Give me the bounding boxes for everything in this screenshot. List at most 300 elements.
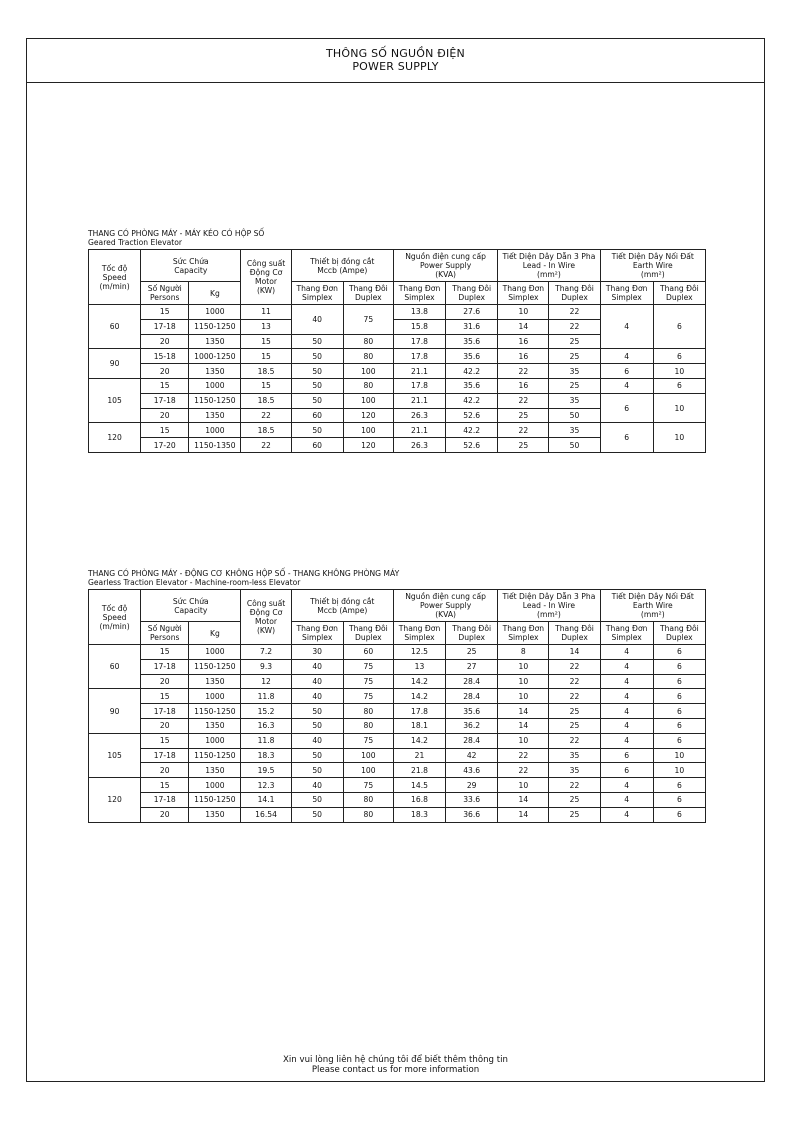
motor-cell: 16.54 [241, 807, 291, 822]
mccb-d-cell: 100 [343, 763, 393, 778]
geared-section [88, 229, 708, 453]
kg-cell: 1000-1250 [189, 349, 241, 364]
mccb-s-cell: 50 [291, 393, 343, 408]
table-row [89, 393, 706, 408]
simplex-label-vi: Thang Đơn [502, 284, 545, 293]
kva-d-cell: 28.4 [446, 733, 498, 748]
wire-s-cell: 8 [498, 645, 549, 660]
mccb-d-cell: 60 [343, 645, 393, 660]
table-row [89, 748, 706, 763]
speed-cell: 120 [89, 778, 141, 822]
simplex-label-vi: Thang Đơn [398, 624, 441, 633]
wire-d-cell: 25 [549, 334, 600, 349]
persons-cell: 15 [141, 733, 189, 748]
motor-cell: 14.1 [241, 792, 291, 807]
kg-cell: 1000 [189, 423, 241, 438]
wire-s-cell: 16 [498, 334, 549, 349]
motor-cell: 11.8 [241, 733, 291, 748]
wire-label-unit: (mm²) [537, 270, 561, 279]
mccb-s-cell: 50 [291, 704, 343, 719]
kg-cell: 1350 [189, 334, 241, 349]
duplex-header [549, 622, 600, 645]
duplex-label-vi: Thang Đôi [348, 284, 388, 293]
table-row [89, 778, 706, 793]
earth-label-unit: (mm²) [640, 270, 665, 279]
wire-d-cell: 25 [549, 704, 600, 719]
simplex-header [498, 282, 549, 305]
duplex-label-en: Duplex [666, 293, 693, 302]
mccb-d-cell: 80 [343, 718, 393, 733]
kva-d-cell: 42.2 [446, 423, 498, 438]
speed-header [89, 250, 141, 305]
mccb-label-vi: Thiết bị đóng cắt [310, 596, 375, 606]
persons-cell: 17-18 [141, 704, 189, 719]
duplex-label-en: Duplex [561, 293, 588, 302]
motor-cell: 16.3 [241, 718, 291, 733]
wire-s-cell: 25 [498, 408, 549, 423]
kva-label-en: Power Supply [419, 261, 472, 270]
kg-cell: 1150-1250 [189, 393, 241, 408]
kva-d-cell: 42 [446, 748, 498, 763]
earth-d-cell: 10 [653, 364, 705, 379]
simplex-header [291, 622, 343, 645]
persons-cell: 20 [141, 334, 189, 349]
wire-header [498, 590, 600, 622]
persons-cell: 17-20 [141, 438, 189, 453]
duplex-header [343, 622, 393, 645]
wire-d-cell: 25 [549, 718, 600, 733]
kg-cell: 1150-1250 [189, 704, 241, 719]
kg-cell: 1150-1350 [189, 438, 241, 453]
wire-s-cell: 16 [498, 378, 549, 393]
spec-table [88, 589, 706, 823]
kva-d-cell: 36.2 [446, 718, 498, 733]
kg-cell: 1000 [189, 305, 241, 320]
earth-s-cell: 4 [600, 807, 653, 822]
earth-d-cell: 10 [653, 423, 705, 453]
speed-cell: 90 [89, 689, 141, 733]
table-row [89, 718, 706, 733]
kva-s-cell: 14.2 [393, 674, 445, 689]
speed-cell: 120 [89, 423, 141, 453]
capacity-label-vi: Sức Chứa [172, 596, 209, 606]
earth-d-cell: 6 [653, 778, 705, 793]
wire-s-cell: 22 [498, 393, 549, 408]
earth-s-cell: 4 [600, 349, 653, 364]
persons-cell: 17-18 [141, 319, 189, 334]
wire-label-unit: (mm²) [537, 610, 561, 619]
kg-cell: 1150-1250 [189, 748, 241, 763]
wire-d-cell: 22 [549, 689, 600, 704]
simplex-header [393, 282, 445, 305]
kva-label-vi: Nguồn điện cung cấp [405, 252, 486, 261]
persons-label-vi: Số Người [147, 284, 182, 293]
persons-cell: 17-18 [141, 748, 189, 763]
duplex-label-en: Duplex [561, 633, 588, 642]
mccb-d-cell: 100 [343, 423, 393, 438]
motor-cell: 13 [241, 319, 291, 334]
kg-cell: 1000 [189, 645, 241, 660]
header-row [89, 250, 706, 282]
earth-s-cell: 6 [600, 393, 653, 423]
kva-label-vi: Nguồn điện cung cấp [405, 592, 486, 601]
duplex-header [446, 622, 498, 645]
wire-s-cell: 10 [498, 778, 549, 793]
mccb-s-cell: 40 [291, 778, 343, 793]
mccb-d-cell: 120 [343, 438, 393, 453]
kva-header [393, 590, 497, 622]
earth-d-cell: 6 [653, 704, 705, 719]
kva-d-cell: 52.6 [446, 408, 498, 423]
motor-cell: 15 [241, 349, 291, 364]
speed-label-en: Speed [102, 612, 127, 622]
wire-label-vi: Tiết Diện Dây Dẫn 3 Pha [502, 592, 596, 601]
table-row [89, 792, 706, 807]
kg-cell: 1150-1250 [189, 659, 241, 674]
persons-label-en: Persons [149, 633, 180, 642]
earth-d-cell: 10 [653, 748, 705, 763]
simplex-label-en: Simplex [611, 633, 642, 642]
kva-label-unit: (KVA) [435, 610, 456, 619]
duplex-header [653, 622, 705, 645]
wire-s-cell: 14 [498, 704, 549, 719]
mccb-s-cell: 50 [291, 423, 343, 438]
table-row [89, 364, 706, 379]
table-row [89, 349, 706, 364]
speed-label-unit: (m/min) [99, 281, 130, 291]
mccb-s-cell: 40 [291, 733, 343, 748]
simplex-label-vi: Thang Đơn [605, 284, 648, 293]
kva-s-cell: 13 [393, 659, 445, 674]
earth-d-cell: 10 [653, 393, 705, 423]
earth-s-cell: 6 [600, 748, 653, 763]
mccb-d-cell: 80 [343, 792, 393, 807]
wire-d-cell: 25 [549, 792, 600, 807]
persons-cell: 20 [141, 763, 189, 778]
mccb-s-cell: 50 [291, 763, 343, 778]
mccb-label-en: Mccb (Ampe) [317, 265, 368, 275]
motor-header [241, 590, 291, 645]
capacity-label-en: Capacity [174, 265, 208, 275]
speed-header [89, 590, 141, 645]
mccb-d-cell: 75 [343, 305, 393, 335]
kva-d-cell: 28.4 [446, 689, 498, 704]
persons-cell: 15-18 [141, 349, 189, 364]
earth-s-cell: 4 [600, 305, 653, 349]
earth-d-cell: 6 [653, 733, 705, 748]
kva-s-cell: 21.1 [393, 393, 445, 408]
persons-label-vi: Số Người [147, 624, 182, 633]
page-title-vi: THÔNG SỐ NGUỒN ĐIỆN [326, 47, 465, 60]
speed-label-unit: (m/min) [99, 621, 130, 631]
mccb-s-cell: 50 [291, 334, 343, 349]
kva-s-cell: 14.2 [393, 733, 445, 748]
mccb-s-cell: 60 [291, 408, 343, 423]
kva-d-cell: 27 [446, 659, 498, 674]
kg-cell: 1350 [189, 718, 241, 733]
kva-label-unit: (KVA) [435, 270, 456, 279]
wire-d-cell: 14 [549, 645, 600, 660]
earth-label-en: Earth Wire [632, 601, 673, 610]
simplex-label-en: Simplex [302, 633, 333, 642]
kva-s-cell: 21.1 [393, 364, 445, 379]
wire-s-cell: 10 [498, 733, 549, 748]
speed-label-vi: Tốc độ [101, 263, 128, 273]
kva-d-cell: 35.6 [446, 378, 498, 393]
kva-d-cell: 42.2 [446, 393, 498, 408]
simplex-label-en: Simplex [611, 293, 642, 302]
page-frame [26, 38, 765, 1082]
kva-d-cell: 35.6 [446, 349, 498, 364]
mccb-d-cell: 80 [343, 378, 393, 393]
earth-s-cell: 4 [600, 778, 653, 793]
earth-d-cell: 6 [653, 349, 705, 364]
wire-d-cell: 35 [549, 423, 600, 438]
mccb-d-cell: 75 [343, 733, 393, 748]
earth-d-cell: 6 [653, 645, 705, 660]
simplex-header [600, 282, 653, 305]
capacity-label-en: Capacity [174, 605, 208, 615]
table-row [89, 733, 706, 748]
wire-d-cell: 35 [549, 364, 600, 379]
mccb-d-cell: 80 [343, 334, 393, 349]
kva-d-cell: 35.6 [446, 334, 498, 349]
mccb-d-cell: 100 [343, 393, 393, 408]
mccb-d-cell: 100 [343, 364, 393, 379]
earth-s-cell: 4 [600, 378, 653, 393]
kva-s-cell: 14.5 [393, 778, 445, 793]
table-row [89, 305, 706, 320]
mccb-s-cell: 40 [291, 689, 343, 704]
kva-s-cell: 21 [393, 748, 445, 763]
persons-cell: 17-18 [141, 393, 189, 408]
gearless-section [88, 569, 708, 823]
table-row [89, 378, 706, 393]
kva-d-cell: 33.6 [446, 792, 498, 807]
wire-d-cell: 22 [549, 305, 600, 320]
kva-s-cell: 17.8 [393, 334, 445, 349]
earth-label-vi: Tiết Diện Dây Nối Đất [611, 592, 694, 601]
speed-cell: 105 [89, 733, 141, 777]
kva-s-cell: 18.1 [393, 718, 445, 733]
earth-d-cell: 6 [653, 659, 705, 674]
wire-d-cell: 35 [549, 763, 600, 778]
earth-s-cell: 6 [600, 763, 653, 778]
motor-cell: 18.5 [241, 393, 291, 408]
duplex-label-vi: Thang Đôi [555, 624, 594, 633]
mccb-d-cell: 75 [343, 674, 393, 689]
kva-s-cell: 26.3 [393, 438, 445, 453]
motor-cell: 12.3 [241, 778, 291, 793]
table-row [89, 763, 706, 778]
kva-d-cell: 29 [446, 778, 498, 793]
mccb-s-cell: 50 [291, 364, 343, 379]
table-row [89, 645, 706, 660]
footer-note [27, 1055, 764, 1075]
simplex-header [498, 622, 549, 645]
motor-cell: 18.3 [241, 748, 291, 763]
kva-s-cell: 17.8 [393, 349, 445, 364]
motor-cell: 7.2 [241, 645, 291, 660]
mccb-s-cell: 50 [291, 378, 343, 393]
motor-label-unit: (KW) [256, 626, 276, 635]
wire-header [498, 250, 600, 282]
simplex-label-en: Simplex [404, 293, 435, 302]
table-row [89, 704, 706, 719]
mccb-header [291, 590, 393, 622]
motor-cell: 15 [241, 378, 291, 393]
simplex-label-en: Simplex [404, 633, 435, 642]
wire-label-vi: Tiết Diện Dây Dẫn 3 Pha [502, 252, 596, 261]
kg-cell: 1000 [189, 733, 241, 748]
earth-s-cell: 6 [600, 364, 653, 379]
mccb-d-cell: 75 [343, 659, 393, 674]
motor-label-en: Motor [255, 617, 277, 626]
wire-s-cell: 14 [498, 319, 549, 334]
kg-cell: 1000 [189, 378, 241, 393]
kg-cell: 1350 [189, 807, 241, 822]
simplex-header [600, 622, 653, 645]
persons-cell: 15 [141, 689, 189, 704]
duplex-label-vi: Thang Đôi [452, 284, 492, 293]
persons-cell: 15 [141, 378, 189, 393]
mccb-s-cell: 40 [291, 674, 343, 689]
duplex-header [653, 282, 705, 305]
title-bar [27, 39, 764, 83]
persons-cell: 17-18 [141, 792, 189, 807]
spec-table [88, 249, 706, 453]
simplex-label-en: Simplex [302, 293, 333, 302]
simplex-label-vi: Thang Đơn [296, 284, 338, 293]
speed-cell: 90 [89, 349, 141, 379]
simplex-header [393, 622, 445, 645]
earth-header [600, 250, 705, 282]
mccb-d-cell: 100 [343, 748, 393, 763]
motor-cell: 18.5 [241, 423, 291, 438]
kva-s-cell: 17.8 [393, 704, 445, 719]
kva-s-cell: 18.3 [393, 807, 445, 822]
wire-label-en: Lead - In Wire [522, 601, 576, 610]
duplex-label-en: Duplex [458, 633, 485, 642]
wire-s-cell: 22 [498, 423, 549, 438]
table-row [89, 423, 706, 438]
wire-s-cell: 22 [498, 748, 549, 763]
duplex-label-en: Duplex [458, 293, 485, 302]
earth-d-cell: 6 [653, 378, 705, 393]
earth-d-cell: 6 [653, 689, 705, 704]
wire-d-cell: 22 [549, 778, 600, 793]
wire-d-cell: 25 [549, 349, 600, 364]
duplex-label-en: Duplex [355, 293, 382, 302]
mccb-d-cell: 75 [343, 689, 393, 704]
duplex-label-vi: Thang Đôi [659, 624, 699, 633]
motor-cell: 15.2 [241, 704, 291, 719]
simplex-label-vi: Thang Đơn [398, 284, 441, 293]
persons-cell: 20 [141, 718, 189, 733]
wire-s-cell: 14 [498, 792, 549, 807]
wire-d-cell: 22 [549, 659, 600, 674]
kva-d-cell: 42.2 [446, 364, 498, 379]
header-row [89, 590, 706, 622]
persons-header [141, 282, 189, 305]
kva-s-cell: 15.8 [393, 319, 445, 334]
motor-cell: 11.8 [241, 689, 291, 704]
speed-cell: 105 [89, 378, 141, 422]
wire-d-cell: 22 [549, 733, 600, 748]
earth-d-cell: 6 [653, 718, 705, 733]
earth-d-cell: 6 [653, 807, 705, 822]
kva-s-cell: 16.8 [393, 792, 445, 807]
header-subrow [89, 282, 706, 305]
kg-header: Kg [189, 282, 241, 305]
section-subtitle: Geared Traction Elevator [88, 238, 182, 247]
simplex-label-vi: Thang Đơn [605, 624, 648, 633]
mccb-s-cell: 50 [291, 349, 343, 364]
duplex-label-en: Duplex [666, 633, 693, 642]
mccb-s-cell: 30 [291, 645, 343, 660]
persons-cell: 20 [141, 674, 189, 689]
kg-cell: 1150-1250 [189, 319, 241, 334]
wire-d-cell: 35 [549, 393, 600, 408]
kva-label-en: Power Supply [419, 601, 472, 610]
section-title: THANG CÓ PHÒNG MÁY - ĐỘNG CƠ KHÔNG HỘP SỐ - THANG KHÔNG PHÒNG MÁY [88, 569, 400, 578]
table-row [89, 674, 706, 689]
header-subrow [89, 622, 706, 645]
kg-cell: 1150-1250 [189, 792, 241, 807]
earth-label-unit: (mm²) [640, 610, 665, 619]
motor-cell: 22 [241, 408, 291, 423]
wire-s-cell: 10 [498, 659, 549, 674]
mccb-label-en: Mccb (Ampe) [317, 605, 368, 615]
kg-cell: 1000 [189, 689, 241, 704]
wire-s-cell: 14 [498, 718, 549, 733]
kva-d-cell: 27.6 [446, 305, 498, 320]
footer-line-vi: Xin vui lòng liên hệ chúng tôi để biết thêm thông tin [283, 1055, 508, 1065]
mccb-s-cell: 50 [291, 807, 343, 822]
kva-d-cell: 31.6 [446, 319, 498, 334]
mccb-s-cell: 60 [291, 438, 343, 453]
persons-cell: 15 [141, 645, 189, 660]
speed-label-vi: Tốc độ [101, 603, 128, 613]
wire-s-cell: 10 [498, 689, 549, 704]
motor-cell: 18.5 [241, 364, 291, 379]
wire-d-cell: 50 [549, 438, 600, 453]
earth-s-cell: 4 [600, 674, 653, 689]
kva-s-cell: 12.5 [393, 645, 445, 660]
motor-cell: 19.5 [241, 763, 291, 778]
simplex-label-en: Simplex [508, 293, 539, 302]
kg-cell: 1000 [189, 778, 241, 793]
wire-s-cell: 14 [498, 807, 549, 822]
table-row [89, 689, 706, 704]
earth-d-cell: 6 [653, 792, 705, 807]
kva-s-cell: 21.1 [393, 423, 445, 438]
section-title: THANG CÓ PHÒNG MÁY - MÁY KÉO CÓ HỘP SỐ [88, 229, 265, 238]
mccb-d-cell: 80 [343, 807, 393, 822]
capacity-header [141, 250, 241, 282]
footer-line-en: Please contact us for more information [311, 1065, 480, 1075]
motor-cell: 12 [241, 674, 291, 689]
capacity-label-vi: Sức Chứa [172, 256, 209, 266]
motor-cell: 15 [241, 334, 291, 349]
duplex-label-vi: Thang Đôi [555, 284, 594, 293]
table-row [89, 807, 706, 822]
kva-d-cell: 52.6 [446, 438, 498, 453]
wire-s-cell: 25 [498, 438, 549, 453]
page-title-en: POWER SUPPLY [352, 60, 439, 73]
earth-s-cell: 4 [600, 792, 653, 807]
mccb-header [291, 250, 393, 282]
